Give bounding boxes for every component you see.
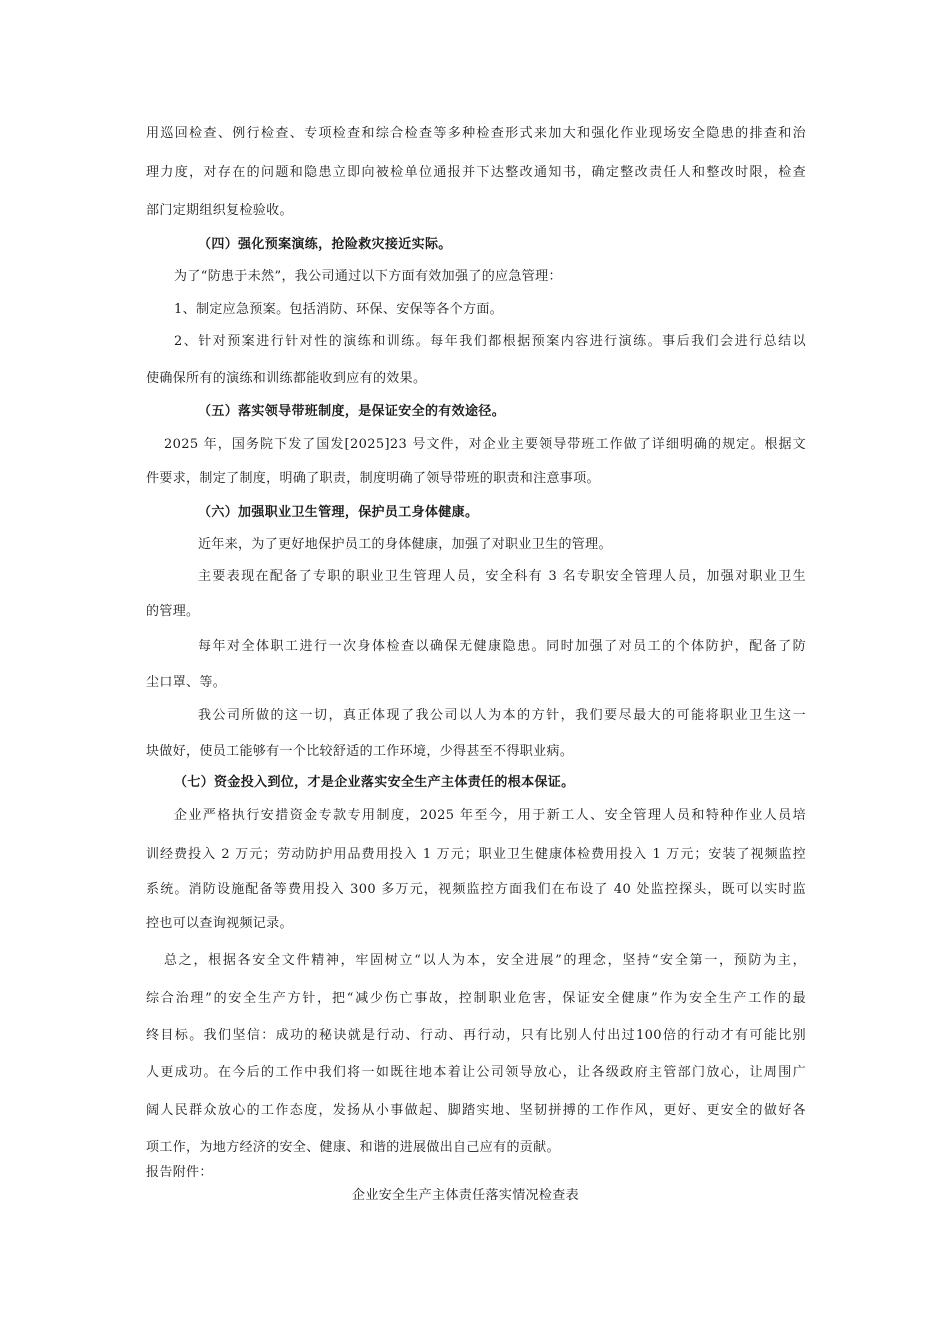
- paragraph-line: 为了“防患于未然”，我公司通过以下方面有效加强了的应急管理：: [174, 269, 562, 284]
- paragraph-line: 终目标。我们坚信：成功的秘诀就是行动、行动、再行动，只有比别人付出过100倍的行动才有可能比别: [146, 1028, 806, 1043]
- paragraph-line: 理力度，对存在的问题和隐患立即向被检单位通报并下达整改通知书，确定整改责任人和整改时限，检查: [146, 165, 806, 180]
- paragraph-line: 阔人民群众放心的工作态度，发扬从小事做起、脚踏实地、坚韧拼搏的工作作风，更好、更安全的做好各: [146, 1103, 806, 1118]
- section-heading-7: （七）资金投入到位，才是企业落实安全生产主体责任的根本保证。: [174, 775, 575, 790]
- paragraph-line: 用巡回检查、例行检查、专项检查和综合检查等多种检查形式来加大和强化作业现场安全隐患的排查和治: [146, 126, 806, 141]
- paragraph-line: 主要表现在配备了专职的职业卫生管理人员，安全科有 3 名专职安全管理人员，加强对职业卫生: [198, 569, 806, 584]
- paragraph-line: 人更成功。在今后的工作中我们将一如既往地本着让公司领导放心，让各级政府主管部门放心，让周围广: [146, 1065, 806, 1080]
- paragraph-line: 的管理。: [146, 604, 200, 619]
- paragraph-line: 部门定期组织复检验收。: [146, 203, 293, 218]
- paragraph-line: 企业严格执行安措资金专款专用制度，2025 年至今，用于新工人、安全管理人员和特种作业人员培: [174, 808, 806, 823]
- paragraph-line: 2、针对预案进行针对性的演练和训练。每年我们都根据预案内容进行演练。事后我们会进行总结以: [174, 334, 806, 349]
- paragraph-line: 1、制定应急预案。包括消防、环保、安保等各个方面。: [174, 302, 504, 317]
- paragraph-line: 尘口罩、等。: [146, 675, 227, 690]
- paragraph-line: 我公司所做的这一切，真正体现了我公司以人为本的方针，我们要尽最大的可能将职业卫生这一: [198, 708, 806, 723]
- paragraph-line: 2025 年，国务院下发了国发[2025]23 号文件，对企业主要领导带班工作做了详细明确的规定。根据文: [164, 437, 806, 452]
- paragraph-line: 控也可以查询视频记录。: [146, 916, 293, 931]
- paragraph-line: 系统。消防设施配备等费用投入 300 多万元，视频监控方面我们在布设了 40 处监控探头，既可以实时监: [146, 882, 806, 897]
- paragraph-line: 综合治理”的安全生产方针，把“减少伤亡事故，控制职业危害，保证安全健康”作为安全生产工作的最: [146, 991, 806, 1006]
- paragraph-line: 每年对全体职工进行一次身体检查以确保无健康隐患。同时加强了对员工的个体防护，配备了防: [198, 639, 806, 654]
- section-heading-4: （四）强化预案演练，抢险救灾接近实际。: [198, 237, 452, 252]
- attachment-title: 企业安全生产主体责任落实情况检查表: [352, 1188, 579, 1203]
- paragraph-line: 项工作，为地方经济的安全、健康、和谐的进展做出自己应有的贡献。: [146, 1140, 560, 1155]
- paragraph-line: 使确保所有的演练和训练都能收到应有的效果。: [146, 371, 427, 386]
- paragraph-line: 总之，根据各安全文件精神，牢固树立“以人为本，安全进展”的理念，坚持“安全第一，预防为主，: [164, 953, 806, 968]
- paragraph-line: 块做好，使员工能够有一个比较舒适的工作环境，少得甚至不得职业病。: [146, 744, 574, 759]
- paragraph-line: 训经费投入 2 万元；劳动防护用品费用投入 1 万元；职业卫生健康体检费用投入 1 万元；安装了视频监控: [146, 847, 806, 862]
- attachment-label: 报告附件：: [146, 1165, 213, 1180]
- section-heading-6: （六）加强职业卫生管理，保护员工身体健康。: [198, 505, 479, 520]
- section-heading-5: （五）落实领导带班制度，是保证安全的有效途径。: [198, 404, 506, 419]
- paragraph-line: 近年来，为了更好地保护员工的身体健康，加强了对职业卫生的管理。: [198, 537, 612, 552]
- paragraph-line: 件要求，制定了制度，明确了职责，制度明确了领导带班的职责和注意事项。: [146, 471, 600, 486]
